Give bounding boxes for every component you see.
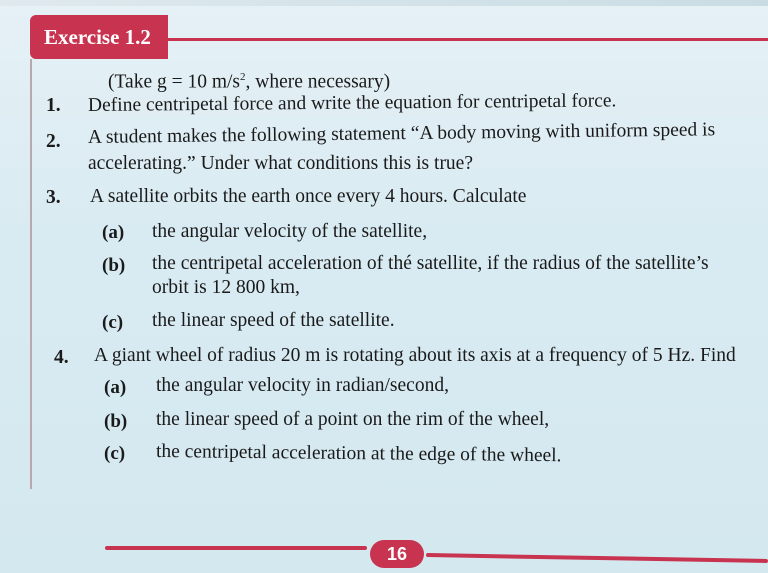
question-4-part-b-label: (b) (104, 411, 128, 432)
question-1-number: 1. (46, 95, 61, 116)
footer-rule-right (426, 553, 768, 563)
question-1-text: Define centripetal force and write the equation for centripetal force. (87, 90, 617, 116)
question-4-part-b-text: the linear speed of a point on the rim of the wheel, (156, 409, 550, 430)
question-3-text: A satellite orbits the earth once every 4 hours. Calculate (90, 186, 527, 207)
question-2-number: 2. (46, 131, 61, 152)
question-4-number: 4. (54, 347, 69, 368)
question-2-text-line-2: accelerating.” Under what conditions this is true? (88, 153, 473, 174)
question-4-part-c-text: the centripetal acceleration at the edge of the wheel. (155, 441, 562, 467)
question-3-number: 3. (46, 187, 61, 208)
question-3-part-c-text: the linear speed of the satellite. (152, 310, 395, 331)
question-4-text: A giant wheel of radius 20 m is rotating about its axis at a frequency of 5 Hz. Find (94, 345, 736, 366)
question-3-part-c-label: (c) (102, 312, 124, 333)
question-3-part-b-text-line-2: orbit is 12 800 km, (152, 277, 300, 298)
question-2-text-line-1: A student makes the following statement “A body moving with uniform speed is (87, 119, 716, 148)
page-number-text: 16 (386, 543, 408, 564)
question-4-part-a-text: the angular velocity in radian/second, (156, 375, 449, 396)
question-3-part-b-label: (b) (102, 255, 126, 276)
exercise-title (30, 15, 168, 59)
title-underline (168, 38, 768, 41)
top-edge-rule (0, 0, 768, 6)
left-margin-rule (30, 59, 32, 489)
page-number (370, 540, 424, 568)
question-4-part-c-label: (c) (104, 443, 126, 464)
question-3-part-b-text-line-1: the centripetal acceleration of thé satellite, if the radius of the satellite’s (152, 253, 709, 274)
question-3-part-a-label: (a) (102, 222, 125, 243)
footer-rule-left (105, 546, 367, 550)
note-line: (Take g = 10 $m/s^2$, where necessary) (108, 71, 391, 93)
question-4-part-a-label: (a) (104, 377, 127, 398)
question-3-part-a-text: the angular velocity of the satellite, (152, 221, 428, 242)
exercise-title-text: Exercise 1.2 (44, 24, 151, 49)
